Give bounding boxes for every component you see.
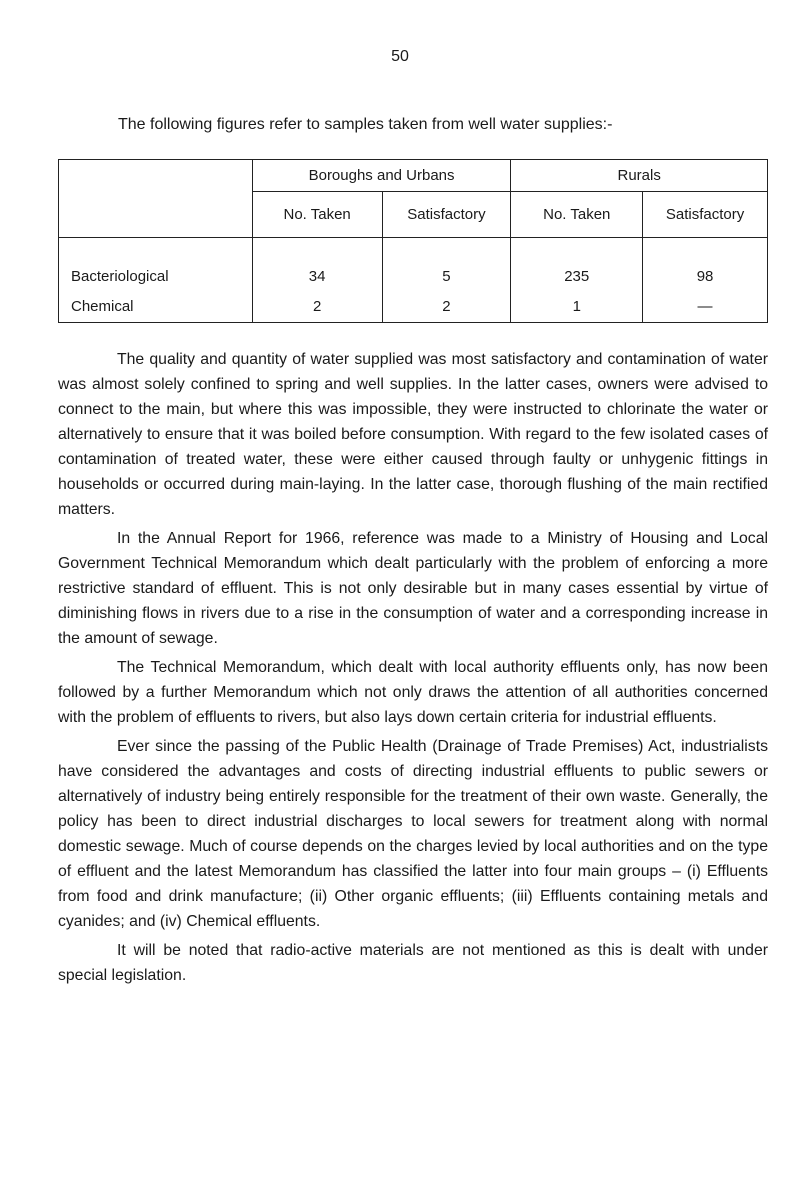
table-value: 98 bbox=[696, 268, 714, 285]
group-header-boroughs: Boroughs and Urbans bbox=[252, 160, 511, 192]
table-value: 235 bbox=[564, 268, 590, 285]
sub-header-cell: No. Taken bbox=[252, 192, 382, 238]
boroughs-satisfactory-cell bbox=[382, 238, 511, 323]
row-label-chemical: Chemical bbox=[71, 298, 134, 315]
table-value: 2 bbox=[442, 298, 451, 315]
sub-header-cell: No. Taken bbox=[511, 192, 643, 238]
paragraph: Ever since the passing of the Public Health (Drainage of Trade Premises) Act, industrialists have considered the advantages and costs of directing industrial effluents to public sewers or alternatively of industry being entirely responsible for the treatment of their own waste. Generally, the policy has been to direct industrial discharges to local sewers for treatment along with normal domestic sewage. Much of course depends on the charges levied by local authorities and on the type of effluent and the latest Memorandum has classified the latter into four main groups – (i) Effluents from food and drink manufacture; (ii) Other organic effluents; (iii) Effluents containing metals and cyanides; and (iv) Chemical effluents. bbox=[58, 738, 768, 930]
table-value: — bbox=[697, 298, 713, 315]
boroughs-no-taken-cell bbox=[252, 238, 382, 323]
row-label-bacteriological: Bacteriological bbox=[71, 268, 169, 285]
table-value: 2 bbox=[312, 298, 322, 315]
rurals-satisfactory-cell bbox=[643, 238, 768, 323]
table-corner-cell bbox=[59, 160, 253, 238]
sub-header-cell: Satisfactory bbox=[643, 192, 768, 238]
table-value: 5 bbox=[442, 268, 451, 285]
intro-text: The following figures refer to samples taken from well water supplies:- bbox=[118, 116, 613, 133]
table-value: 1 bbox=[572, 298, 581, 315]
paragraph: The quality and quantity of water supplied was most satisfactory and contamination of water was almost solely confined to spring and well supplies. In the latter cases, owners were advised to connect to the main, but where this was impossible, they were instructed to chlorinate the water or alternatively to ensure that it was boiled before consumption. With regard to the few isolated cases of contamination of treated water, these were either caused through faulty or unhygenic fittings in households or occurred during main-laying. In the latter case, thorough flushing of the main rectified matters. bbox=[58, 351, 768, 518]
body-text bbox=[58, 347, 768, 988]
table-group-header-row bbox=[59, 160, 768, 192]
paragraph: In the Annual Report for 1966, reference was made to a Ministry of Housing and Local Government Technical Memorandum which dealt particularly with the problem of enforcing a more restrictive standard of effluent. This is not only desirable but in many cases essential by virtue of diminishing flows in rivers due to a rise in the consumption of water and a corresponding increase in the amount of sewage. bbox=[58, 530, 768, 647]
paragraph: It will be noted that radio-active materials are not mentioned as this is dealt with under special legislation. bbox=[58, 942, 768, 984]
table-value: 34 bbox=[308, 268, 326, 285]
samples-table bbox=[58, 159, 768, 323]
sub-header-cell: Satisfactory bbox=[382, 192, 511, 238]
rurals-no-taken-cell bbox=[511, 238, 643, 323]
table-body-row bbox=[59, 238, 768, 323]
page-number: 50 bbox=[391, 48, 409, 65]
paragraph: The Technical Memorandum, which dealt with local authority effluents only, has now been followed by a further Memorandum which not only draws the attention of all authorities concerned with the problem of effluents to rivers, but also lays down certain criteria for industrial effluents. bbox=[58, 659, 768, 726]
group-header-rurals: Rurals bbox=[511, 160, 768, 192]
row-labels-cell bbox=[59, 238, 253, 323]
